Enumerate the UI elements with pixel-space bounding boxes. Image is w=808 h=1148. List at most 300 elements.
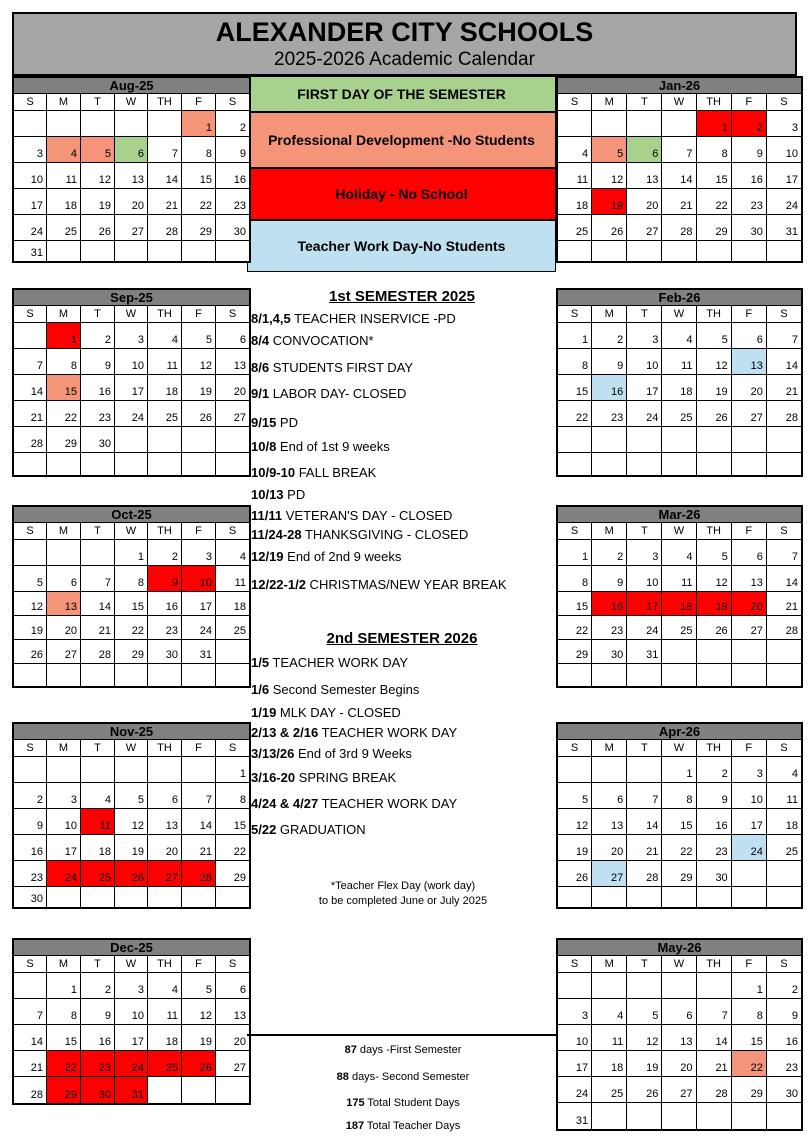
weekday-label: M bbox=[592, 956, 627, 972]
day-cell bbox=[47, 999, 81, 1024]
event-date: 1/5 bbox=[251, 655, 270, 670]
week-row bbox=[558, 427, 801, 453]
day-cell bbox=[182, 137, 216, 162]
day-number: 8 bbox=[239, 794, 246, 806]
day-cell bbox=[732, 540, 767, 565]
day-cell bbox=[216, 375, 249, 400]
weekday-label: S bbox=[14, 94, 47, 110]
day-number: 1 bbox=[756, 984, 763, 996]
day-number: 9 bbox=[756, 148, 763, 160]
weekday-label: M bbox=[47, 94, 81, 110]
day-cell bbox=[148, 809, 182, 834]
day-cell bbox=[627, 189, 662, 214]
day-cell bbox=[662, 809, 696, 834]
weekday-label: TH bbox=[148, 523, 182, 539]
empty-day-cell bbox=[81, 453, 115, 475]
weekday-label: W bbox=[662, 740, 696, 756]
day-number: 10 bbox=[646, 577, 659, 589]
day-number: 18 bbox=[233, 601, 246, 613]
day-number: 20 bbox=[750, 601, 763, 613]
day-number: 3 bbox=[756, 768, 763, 780]
weekday-label: S bbox=[228, 742, 237, 754]
day-cell bbox=[662, 616, 696, 639]
day-cell bbox=[115, 189, 148, 214]
day-number: 10 bbox=[575, 1036, 589, 1048]
day-cell bbox=[767, 1051, 801, 1076]
day-number: 7 bbox=[652, 794, 659, 806]
day-cell bbox=[767, 401, 801, 426]
day-cell bbox=[627, 835, 662, 860]
day-number: 20 bbox=[233, 386, 246, 398]
day-cell bbox=[14, 640, 47, 663]
day-number: 23 bbox=[233, 200, 246, 212]
day-cell bbox=[182, 111, 216, 136]
event-date: 8/6 bbox=[251, 360, 270, 375]
day-number: 5 bbox=[104, 148, 111, 160]
day-cell bbox=[216, 1051, 249, 1076]
day-number: 11 bbox=[234, 577, 246, 589]
summary-line bbox=[258, 1120, 548, 1132]
month-title: Dec-25 bbox=[14, 940, 249, 956]
event-description: TEACHER WORK DAY bbox=[318, 796, 458, 811]
day-number: 11 bbox=[611, 1036, 624, 1048]
day-number: 7 bbox=[721, 1010, 728, 1022]
day-number: 6 bbox=[239, 984, 246, 996]
day-cell bbox=[115, 375, 148, 400]
day-number: 15 bbox=[715, 174, 728, 186]
day-number: 6 bbox=[137, 148, 144, 160]
event-line bbox=[251, 415, 298, 430]
event-line bbox=[251, 705, 401, 720]
day-number: 20 bbox=[64, 625, 77, 637]
weekday-label: W bbox=[115, 740, 148, 756]
day-number: 13 bbox=[646, 174, 659, 186]
week-row bbox=[558, 215, 801, 241]
weekday-label: F bbox=[732, 740, 767, 756]
event-date: 12/19 bbox=[251, 549, 284, 564]
day-cell bbox=[14, 835, 47, 860]
event-date: 3/13/26 bbox=[251, 746, 295, 761]
empty-day-cell bbox=[662, 241, 696, 261]
day-cell bbox=[115, 1025, 148, 1050]
day-number: 6 bbox=[70, 577, 77, 589]
event-line bbox=[251, 725, 457, 740]
day-number: 21 bbox=[165, 200, 178, 212]
week-row bbox=[14, 1025, 249, 1051]
summary-line bbox=[258, 1097, 548, 1109]
weekday-label: S bbox=[558, 94, 592, 110]
empty-day-cell bbox=[732, 427, 767, 452]
day-cell bbox=[47, 401, 81, 426]
event-date: 2/13 & 2/16 bbox=[251, 725, 319, 740]
day-cell bbox=[732, 215, 767, 240]
day-number: 23 bbox=[611, 412, 624, 424]
day-cell bbox=[115, 973, 148, 998]
day-number: 25 bbox=[165, 1062, 178, 1074]
day-number: 25 bbox=[785, 846, 798, 858]
day-number: 22 bbox=[680, 846, 693, 858]
empty-day-cell bbox=[14, 540, 47, 565]
day-number: 16 bbox=[785, 1036, 798, 1048]
day-cell bbox=[81, 783, 115, 808]
day-cell bbox=[148, 1051, 182, 1076]
day-cell bbox=[115, 137, 148, 162]
week-row bbox=[14, 566, 249, 592]
day-cell bbox=[182, 809, 216, 834]
day-cell bbox=[216, 540, 249, 565]
day-number: 13 bbox=[131, 174, 144, 186]
day-cell bbox=[767, 592, 801, 615]
day-number: 1 bbox=[581, 334, 589, 346]
month-title: Sep-25 bbox=[14, 290, 249, 306]
day-number: 14 bbox=[30, 1036, 43, 1048]
day-cell bbox=[216, 757, 249, 782]
day-cell bbox=[182, 861, 216, 886]
empty-day-cell bbox=[216, 1077, 249, 1103]
day-cell bbox=[216, 616, 249, 639]
day-cell bbox=[182, 1051, 216, 1076]
day-cell bbox=[148, 783, 182, 808]
day-number: 5 bbox=[205, 984, 212, 996]
weekday-label: S bbox=[228, 96, 237, 108]
day-number: 24 bbox=[199, 625, 212, 637]
event-description: End of 1st 9 weeks bbox=[276, 439, 390, 454]
day-number: 23 bbox=[611, 625, 624, 637]
empty-day-cell bbox=[115, 887, 148, 907]
day-cell bbox=[732, 566, 767, 591]
week-row bbox=[558, 999, 801, 1025]
week-row bbox=[14, 640, 249, 664]
event-description: PD bbox=[276, 415, 298, 430]
day-cell bbox=[697, 1025, 732, 1050]
day-cell bbox=[182, 566, 216, 591]
day-number: 18 bbox=[64, 200, 77, 212]
day-number: 14 bbox=[785, 360, 798, 372]
day-cell bbox=[732, 323, 767, 348]
week-row bbox=[558, 1025, 801, 1051]
empty-day-cell bbox=[767, 453, 801, 475]
day-number: 14 bbox=[98, 601, 111, 613]
empty-day-cell bbox=[14, 757, 47, 782]
day-number: 29 bbox=[750, 1088, 763, 1100]
weekday-label: T bbox=[81, 94, 115, 110]
day-cell bbox=[627, 640, 662, 663]
day-number: 1 bbox=[581, 551, 589, 563]
day-cell bbox=[662, 566, 696, 591]
day-number: 26 bbox=[715, 625, 728, 637]
day-number: 10 bbox=[750, 794, 763, 806]
weekday-label: M bbox=[592, 94, 627, 110]
day-cell bbox=[14, 1077, 47, 1103]
weekday-label: M bbox=[47, 956, 81, 972]
empty-day-cell bbox=[182, 427, 216, 452]
event-line bbox=[251, 386, 406, 401]
empty-day-cell bbox=[732, 664, 767, 686]
week-row bbox=[558, 375, 801, 401]
day-cell bbox=[732, 757, 767, 782]
day-cell bbox=[216, 592, 249, 615]
day-cell bbox=[627, 215, 662, 240]
day-cell bbox=[148, 1025, 182, 1050]
summary-line bbox=[258, 1044, 548, 1056]
weekday-label: T bbox=[627, 94, 662, 110]
day-cell bbox=[148, 640, 182, 663]
day-number: 23 bbox=[165, 625, 178, 637]
day-cell bbox=[14, 861, 47, 886]
day-number: 5 bbox=[721, 551, 728, 563]
day-cell bbox=[182, 835, 216, 860]
weekday-label: S bbox=[780, 742, 788, 754]
empty-day-cell bbox=[697, 887, 732, 907]
month-title: Apr-26 bbox=[558, 724, 801, 740]
week-row bbox=[558, 973, 801, 999]
day-cell bbox=[14, 189, 47, 214]
day-number: 9 bbox=[104, 360, 111, 372]
day-number: 26 bbox=[199, 412, 212, 424]
week-row bbox=[14, 861, 249, 887]
day-number: 26 bbox=[199, 1062, 212, 1074]
day-number: 12 bbox=[30, 601, 43, 613]
day-cell bbox=[767, 1025, 801, 1050]
day-cell bbox=[47, 616, 81, 639]
day-cell bbox=[182, 973, 216, 998]
day-number: 11 bbox=[99, 820, 111, 832]
day-number: 10 bbox=[64, 820, 77, 832]
summary-label: days -First Semester bbox=[356, 1044, 462, 1056]
day-number: 5 bbox=[652, 1010, 659, 1022]
day-number: 31 bbox=[30, 247, 43, 259]
day-number: 20 bbox=[750, 386, 763, 398]
empty-day-cell bbox=[662, 111, 696, 136]
day-number: 16 bbox=[30, 846, 43, 858]
week-row bbox=[14, 241, 249, 261]
day-cell bbox=[662, 999, 696, 1024]
week-row bbox=[558, 1051, 801, 1077]
day-cell bbox=[81, 349, 115, 374]
day-number: 15 bbox=[575, 601, 589, 613]
day-cell bbox=[81, 215, 115, 240]
day-cell bbox=[81, 999, 115, 1024]
event-line bbox=[251, 746, 412, 761]
day-number: 15 bbox=[680, 820, 693, 832]
weekday-label: T bbox=[81, 956, 115, 972]
day-cell bbox=[81, 616, 115, 639]
empty-day-cell bbox=[697, 241, 732, 261]
day-cell bbox=[627, 566, 662, 591]
week-row bbox=[14, 887, 249, 907]
day-number: 4 bbox=[791, 768, 798, 780]
weekday-label: F bbox=[732, 94, 767, 110]
day-number: 8 bbox=[756, 1010, 763, 1022]
empty-day-cell bbox=[767, 664, 801, 686]
empty-day-cell bbox=[662, 973, 696, 998]
day-number: 30 bbox=[715, 872, 728, 884]
day-cell bbox=[558, 592, 592, 615]
day-cell bbox=[697, 215, 732, 240]
day-number: 4 bbox=[686, 334, 693, 346]
day-number: 3 bbox=[652, 551, 659, 563]
empty-day-cell bbox=[662, 664, 696, 686]
empty-day-cell bbox=[697, 664, 732, 686]
day-cell bbox=[115, 999, 148, 1024]
weekday-label: W bbox=[662, 94, 696, 110]
empty-day-cell bbox=[182, 757, 216, 782]
event-description: Second Semester Begins bbox=[269, 682, 420, 697]
day-number: 3 bbox=[581, 1010, 589, 1022]
day-number: 30 bbox=[750, 226, 763, 238]
weekday-header-row bbox=[14, 523, 249, 540]
day-cell bbox=[662, 1077, 696, 1102]
day-cell bbox=[767, 137, 801, 162]
day-number: 31 bbox=[646, 649, 659, 661]
day-cell bbox=[767, 616, 801, 639]
event-line bbox=[251, 527, 468, 542]
day-cell bbox=[732, 783, 767, 808]
week-row bbox=[558, 111, 801, 137]
weekday-label: S bbox=[780, 958, 788, 970]
day-number: 2 bbox=[104, 334, 111, 346]
day-cell bbox=[662, 323, 696, 348]
week-row bbox=[558, 809, 801, 835]
day-cell bbox=[558, 616, 592, 639]
day-cell bbox=[81, 640, 115, 663]
day-number: 3 bbox=[652, 334, 659, 346]
day-cell bbox=[732, 616, 767, 639]
week-row bbox=[558, 349, 801, 375]
day-number: 23 bbox=[750, 200, 763, 212]
week-row bbox=[558, 1103, 801, 1129]
day-number: 26 bbox=[98, 226, 111, 238]
event-date: 5/22 bbox=[251, 822, 277, 837]
day-cell bbox=[115, 1077, 148, 1103]
day-number: 14 bbox=[785, 577, 798, 589]
weekday-label: W bbox=[662, 306, 696, 322]
empty-day-cell bbox=[592, 453, 627, 475]
day-number: 23 bbox=[98, 1062, 111, 1074]
empty-day-cell bbox=[627, 427, 662, 452]
day-cell bbox=[115, 540, 148, 565]
day-cell bbox=[148, 566, 182, 591]
day-cell bbox=[14, 783, 47, 808]
day-number: 28 bbox=[785, 625, 798, 637]
empty-day-cell bbox=[115, 664, 148, 686]
day-cell bbox=[558, 375, 592, 400]
day-cell bbox=[182, 375, 216, 400]
day-cell bbox=[592, 349, 627, 374]
empty-day-cell bbox=[592, 1103, 627, 1129]
weekday-label: T bbox=[627, 523, 662, 539]
day-number: 26 bbox=[715, 412, 728, 424]
event-date: 8/1,4,5 bbox=[251, 311, 291, 326]
day-cell bbox=[767, 809, 801, 834]
empty-day-cell bbox=[47, 664, 81, 686]
day-number: 24 bbox=[131, 1062, 144, 1074]
day-number: 4 bbox=[70, 148, 77, 160]
week-row bbox=[14, 215, 249, 241]
weekday-label: T bbox=[627, 306, 662, 322]
event-date: 10/8 bbox=[251, 439, 277, 454]
day-cell bbox=[627, 349, 662, 374]
weekday-label: S bbox=[14, 523, 47, 539]
day-cell bbox=[216, 861, 249, 886]
day-number: 21 bbox=[30, 412, 43, 424]
empty-day-cell bbox=[627, 241, 662, 261]
flex-day-note-line1: *Teacher Flex Day (work day) bbox=[330, 880, 476, 892]
day-number: 17 bbox=[131, 1036, 144, 1048]
day-cell bbox=[81, 809, 115, 834]
day-cell bbox=[115, 163, 148, 188]
day-cell bbox=[662, 757, 696, 782]
day-number: 24 bbox=[575, 1088, 589, 1100]
week-row bbox=[558, 640, 801, 664]
day-cell bbox=[216, 566, 249, 591]
legend-holiday: Holiday - No School bbox=[247, 168, 556, 220]
empty-day-cell bbox=[47, 453, 81, 475]
day-number: 17 bbox=[575, 1062, 589, 1074]
week-row bbox=[558, 401, 801, 427]
day-cell bbox=[662, 592, 696, 615]
day-cell bbox=[216, 783, 249, 808]
day-number: 7 bbox=[171, 148, 178, 160]
day-cell bbox=[216, 999, 249, 1024]
day-number: 2 bbox=[791, 984, 798, 996]
event-line bbox=[251, 682, 419, 697]
day-cell bbox=[81, 973, 115, 998]
empty-day-cell bbox=[148, 427, 182, 452]
day-number: 20 bbox=[680, 1062, 693, 1074]
day-cell bbox=[47, 566, 81, 591]
day-number: 16 bbox=[611, 601, 624, 613]
month-aug bbox=[12, 76, 251, 263]
weekday-label: TH bbox=[697, 740, 732, 756]
day-number: 25 bbox=[165, 412, 178, 424]
day-number: 26 bbox=[30, 649, 43, 661]
day-number: 27 bbox=[750, 412, 763, 424]
day-cell bbox=[592, 640, 627, 663]
day-number: 25 bbox=[98, 872, 111, 884]
day-number: 21 bbox=[646, 846, 659, 858]
day-cell bbox=[47, 323, 81, 348]
empty-day-cell bbox=[81, 887, 115, 907]
weekday-header-row bbox=[558, 956, 801, 973]
summary-label: days- Second Semester bbox=[348, 1071, 470, 1083]
day-number: 2 bbox=[617, 334, 624, 346]
weekday-label: S bbox=[558, 306, 592, 322]
weekday-header-row bbox=[14, 956, 249, 973]
day-number: 1 bbox=[686, 768, 693, 780]
day-cell bbox=[767, 783, 801, 808]
day-cell bbox=[767, 757, 801, 782]
day-number: 5 bbox=[617, 148, 624, 160]
day-cell bbox=[697, 1077, 732, 1102]
empty-day-cell bbox=[592, 757, 627, 782]
week-row bbox=[558, 241, 801, 261]
event-line bbox=[251, 655, 408, 670]
week-row bbox=[14, 835, 249, 861]
day-number: 14 bbox=[30, 386, 43, 398]
day-cell bbox=[662, 1051, 696, 1076]
day-cell bbox=[767, 163, 801, 188]
weekday-label: M bbox=[47, 740, 81, 756]
day-cell bbox=[732, 163, 767, 188]
weekday-label: W bbox=[662, 523, 696, 539]
event-line bbox=[251, 577, 507, 592]
day-number: 29 bbox=[64, 1089, 77, 1101]
day-number: 22 bbox=[575, 625, 589, 637]
day-number: 30 bbox=[165, 649, 178, 661]
day-cell bbox=[627, 1051, 662, 1076]
weekday-label: W bbox=[115, 306, 148, 322]
